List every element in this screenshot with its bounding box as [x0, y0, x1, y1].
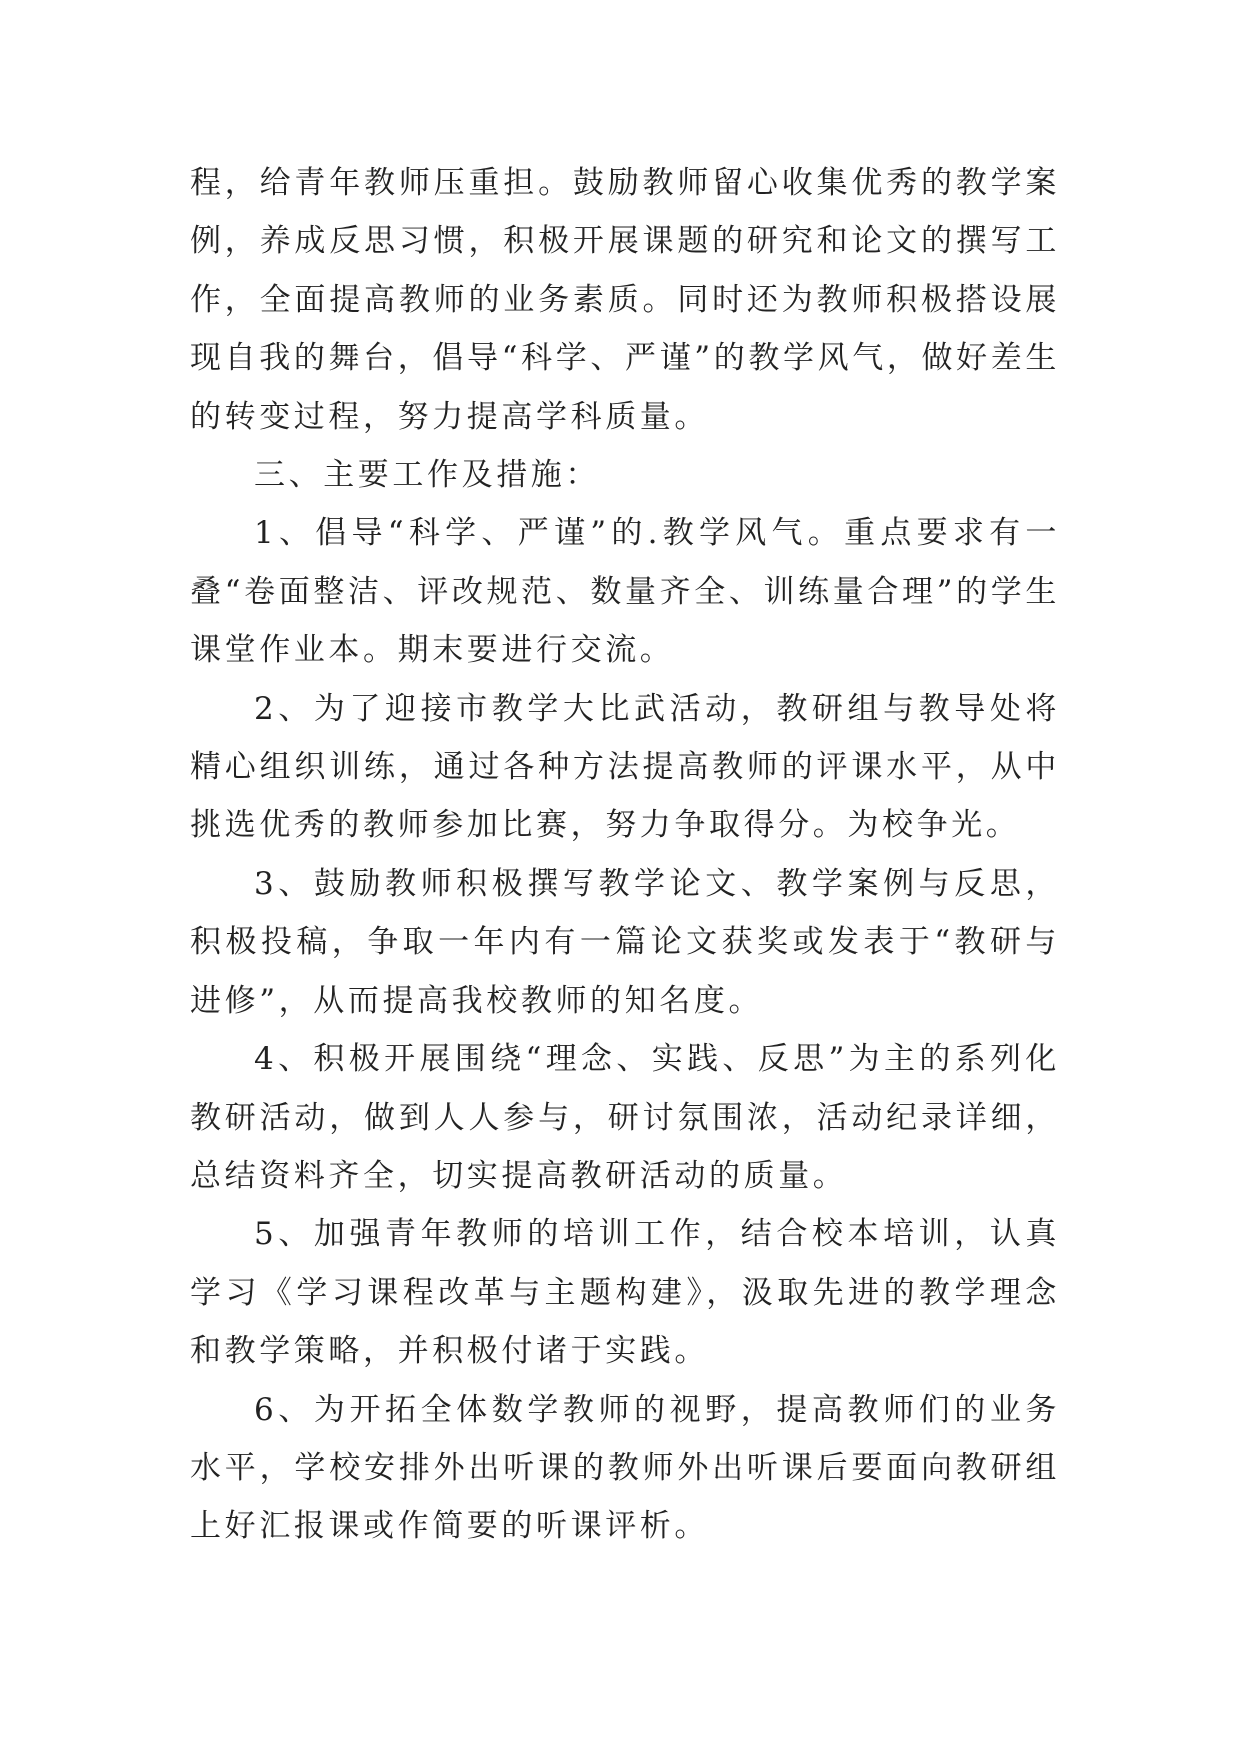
document-body: [190, 154, 1060, 1556]
paragraph-item-2: 2、为了迎接市教学大比武活动，教研组与教导处将精心组织训练，通过各种方法提高教师的评课水平，从中挑选优秀的教师参加比赛，努力争取得分。为校争光。: [190, 690, 1060, 844]
paragraph-continuation: 程，给青年教师压重担。鼓励教师留心收集优秀的教学案例，养成反思习惯，积极开展课题的研究和论文的撰写工作，全面提高教师的业务素质。同时还为教师积极搭设展现自我的舞台，倡导“科学、严谨”的教学风气，做好差生的转变过程，努力提高学科质量。: [190, 165, 1060, 435]
paragraph-item-4: 4、积极开展围绕“理念、实践、反思”为主的系列化教研活动，做到人人参与，研讨氛围浓，活动纪录详细，总结资料齐全，切实提高教研活动的质量。: [190, 1041, 1060, 1194]
paragraph-item-1: 1、倡导“科学、严谨”的.教学风气。重点要求有一叠“卷面整洁、评改规范、数量齐全、训练量合理”的学生课堂作业本。期末要进行交流。: [190, 515, 1060, 669]
section-heading-main-work: 三、主要工作及措施：: [254, 457, 600, 494]
paragraph-item-5: 5、加强青年教师的培训工作，结合校本培训，认真学习《学习课程改革与主题构建》，汲取先进的教学理念和教学策略，并积极付诸于实践。: [190, 1216, 1060, 1370]
paragraph-item-3: 3、鼓励教师积极撰写教学论文、教学案例与反思，积极投稿，争取一年内有一篇论文获奖或发表于“教研与进修”，从而提高我校教师的知名度。: [190, 865, 1060, 1019]
paragraph-item-6: 6、为开拓全体数学教师的视野，提高教师们的业务水平，学校安排外出听课的教师外出听课后要面向教研组上好汇报课或作简要的听课评析。: [190, 1391, 1060, 1545]
